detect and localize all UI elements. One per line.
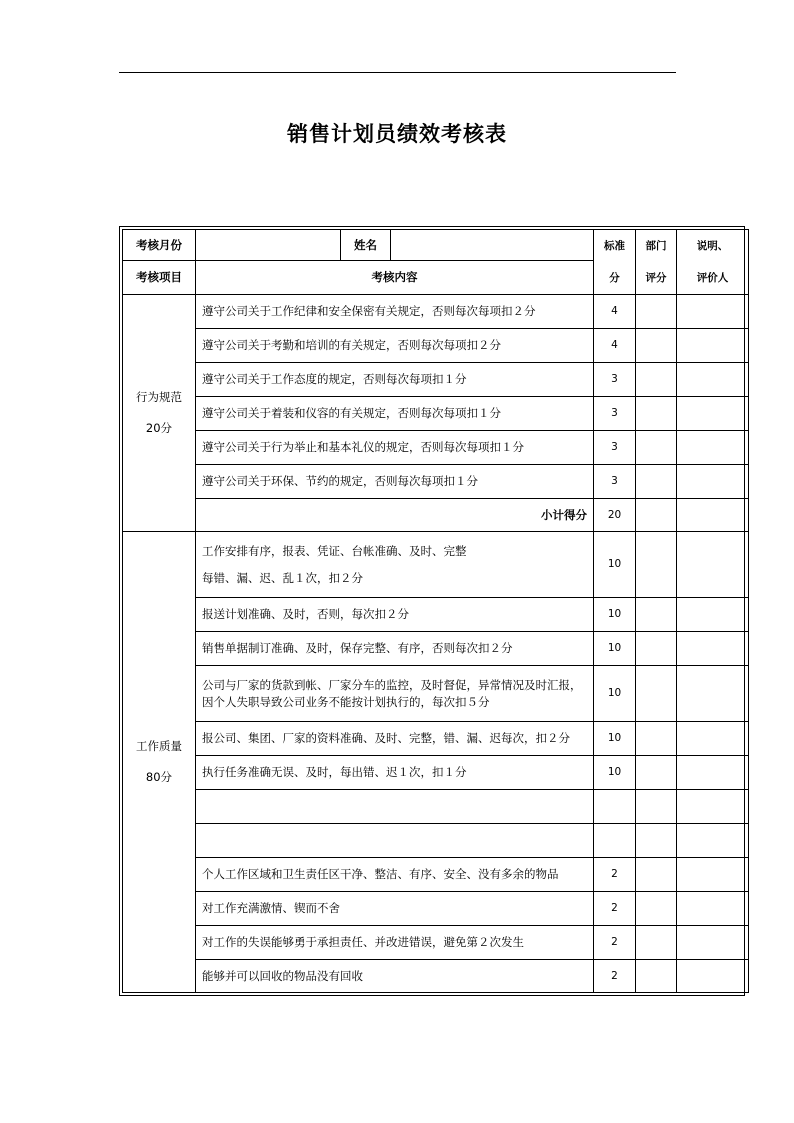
note-cell[interactable] (677, 824, 749, 858)
note-cell[interactable] (677, 858, 749, 892)
section-points: 20分 (145, 421, 173, 435)
page-title: 销售计划员绩效考核表 (287, 121, 507, 146)
subtotal-label: 小计得分 (196, 499, 594, 532)
standard-score: 10 (594, 598, 636, 632)
standard-score: 3 (594, 363, 636, 397)
table-row (123, 892, 749, 926)
table-row (123, 858, 749, 892)
section-category-2 (123, 532, 196, 993)
criteria-text (196, 824, 594, 858)
name-value-cell[interactable] (391, 230, 594, 261)
criteria-text (196, 532, 594, 598)
standard-score: 3 (594, 465, 636, 499)
section-category-1 (123, 295, 196, 532)
note-cell[interactable] (677, 431, 749, 465)
criteria-text: 遵守公司关于着装和仪容的有关规定，否则每次每项扣１分 (196, 397, 594, 431)
standard-score: 10 (594, 666, 636, 722)
note-cell[interactable] (677, 632, 749, 666)
standard-score: 4 (594, 329, 636, 363)
dept-score-cell[interactable] (636, 397, 677, 431)
dept-header-top: 部门 (645, 239, 667, 252)
dept-score-cell[interactable] (636, 598, 677, 632)
table-row (123, 824, 749, 858)
standard-score-header (594, 230, 636, 295)
note-evaluator-header (677, 230, 749, 295)
note-cell[interactable] (677, 666, 749, 722)
criteria-text: 执行任务准确无误、及时，每出错、迟１次，扣１分 (196, 756, 594, 790)
name-label: 姓名 (341, 230, 391, 261)
subtotal-row (123, 499, 749, 532)
dept-score-cell[interactable] (636, 295, 677, 329)
dept-header-bottom: 评分 (645, 271, 667, 284)
table-row (123, 363, 749, 397)
criteria-text (196, 790, 594, 824)
standard-score (594, 824, 636, 858)
criteria-line: 工作安排有序，报表、凭证、台帐准确、及时、完整 (202, 543, 467, 558)
dept-score-cell[interactable] (636, 926, 677, 960)
note-header-top: 说明、 (696, 239, 729, 252)
standard-score: 2 (594, 926, 636, 960)
note-cell[interactable] (677, 926, 749, 960)
table-row (123, 431, 749, 465)
note-cell[interactable] (677, 892, 749, 926)
month-label: 考核月份 (123, 230, 196, 261)
dept-score-cell[interactable] (636, 858, 677, 892)
note-cell[interactable] (677, 499, 749, 532)
note-header-bottom: 评价人 (696, 271, 729, 284)
standard-score: 2 (594, 858, 636, 892)
note-cell[interactable] (677, 363, 749, 397)
month-value-cell[interactable] (196, 230, 341, 261)
standard-score: 3 (594, 431, 636, 465)
assessment-table-frame (119, 226, 745, 996)
note-cell[interactable] (677, 465, 749, 499)
criteria-text: 报公司、集团、厂家的资料准确、及时、完整，错、漏、迟每次，扣２分 (196, 722, 594, 756)
criteria-text: 个人工作区域和卫生责任区干净、整洁、有序、安全、没有多余的物品 (196, 858, 594, 892)
dept-score-cell[interactable] (636, 666, 677, 722)
criteria-text: 对工作充满激情、锲而不舍 (196, 892, 594, 926)
dept-score-header (636, 230, 677, 295)
standard-score: 10 (594, 632, 636, 666)
table-row (123, 465, 749, 499)
dept-score-cell[interactable] (636, 790, 677, 824)
note-cell[interactable] (677, 598, 749, 632)
table-row (123, 397, 749, 431)
note-cell[interactable] (677, 790, 749, 824)
subtotal-value: 20 (594, 499, 636, 532)
criteria-text: 能够并可以回收的物品没有回收 (196, 960, 594, 993)
header-row-1 (123, 230, 749, 261)
project-label: 考核项目 (123, 261, 196, 295)
note-cell[interactable] (677, 329, 749, 363)
dept-score-cell[interactable] (636, 824, 677, 858)
dept-score-cell[interactable] (636, 632, 677, 666)
note-cell[interactable] (677, 295, 749, 329)
criteria-text: 遵守公司关于行为举止和基本礼仪的规定，否则每次每项扣１分 (196, 431, 594, 465)
criteria-line: 每错、漏、迟、乱１次，扣２分 (202, 570, 363, 585)
table-row (123, 598, 749, 632)
table-row (123, 960, 749, 993)
criteria-text: 遵守公司关于考勤和培训的有关规定，否则每次每项扣２分 (196, 329, 594, 363)
table-row (123, 532, 749, 598)
standard-score (594, 790, 636, 824)
section-points: 80分 (145, 770, 173, 784)
dept-score-cell[interactable] (636, 892, 677, 926)
criteria-text: 遵守公司关于工作态度的规定，否则每次每项扣１分 (196, 363, 594, 397)
criteria-text: 遵守公司关于环保、节约的规定，否则每次每项扣１分 (196, 465, 594, 499)
note-cell[interactable] (677, 397, 749, 431)
dept-score-cell[interactable] (636, 329, 677, 363)
note-cell[interactable] (677, 756, 749, 790)
standard-score: 10 (594, 722, 636, 756)
dept-score-cell[interactable] (636, 722, 677, 756)
table-row (123, 632, 749, 666)
note-cell[interactable] (677, 722, 749, 756)
dept-score-cell[interactable] (636, 431, 677, 465)
dept-score-cell[interactable] (636, 499, 677, 532)
dept-score-cell[interactable] (636, 960, 677, 993)
dept-score-cell[interactable] (636, 465, 677, 499)
standard-header-top: 标准 (604, 239, 625, 252)
section-name: 行为规范 (136, 390, 182, 404)
note-cell[interactable] (677, 532, 749, 598)
standard-score: 2 (594, 960, 636, 993)
standard-score: 4 (594, 295, 636, 329)
assessment-table (122, 229, 749, 993)
table-row (123, 756, 749, 790)
table-row (123, 666, 749, 722)
table-row (123, 329, 749, 363)
standard-score: 10 (594, 756, 636, 790)
standard-header-bottom: 分 (609, 271, 620, 284)
criteria-text: 销售单据制订准确、及时，保存完整、有序，否则每次扣２分 (196, 632, 594, 666)
top-rule (119, 72, 676, 73)
criteria-text: 公司与厂家的货款到帐、厂家分车的监控，及时督促，异常情况及时汇报，因个人失职导致公司业务不能按计划执行的，每次扣５分 (196, 666, 594, 722)
table-row (123, 722, 749, 756)
section-name: 工作质量 (136, 739, 182, 753)
dept-score-cell[interactable] (636, 363, 677, 397)
table-row (123, 295, 749, 329)
note-cell[interactable] (677, 960, 749, 993)
criteria-text: 报送计划准确、及时，否则，每次扣２分 (196, 598, 594, 632)
standard-score: 10 (594, 532, 636, 598)
criteria-text: 遵守公司关于工作纪律和安全保密有关规定，否则每次每项扣２分 (196, 295, 594, 329)
table-row (123, 790, 749, 824)
standard-score: 2 (594, 892, 636, 926)
dept-score-cell[interactable] (636, 756, 677, 790)
dept-score-cell[interactable] (636, 532, 677, 598)
criteria-text: 对工作的失误能够勇于承担责任、并改进错误，避免第２次发生 (196, 926, 594, 960)
content-label: 考核内容 (196, 261, 594, 295)
standard-score: 3 (594, 397, 636, 431)
table-row (123, 926, 749, 960)
